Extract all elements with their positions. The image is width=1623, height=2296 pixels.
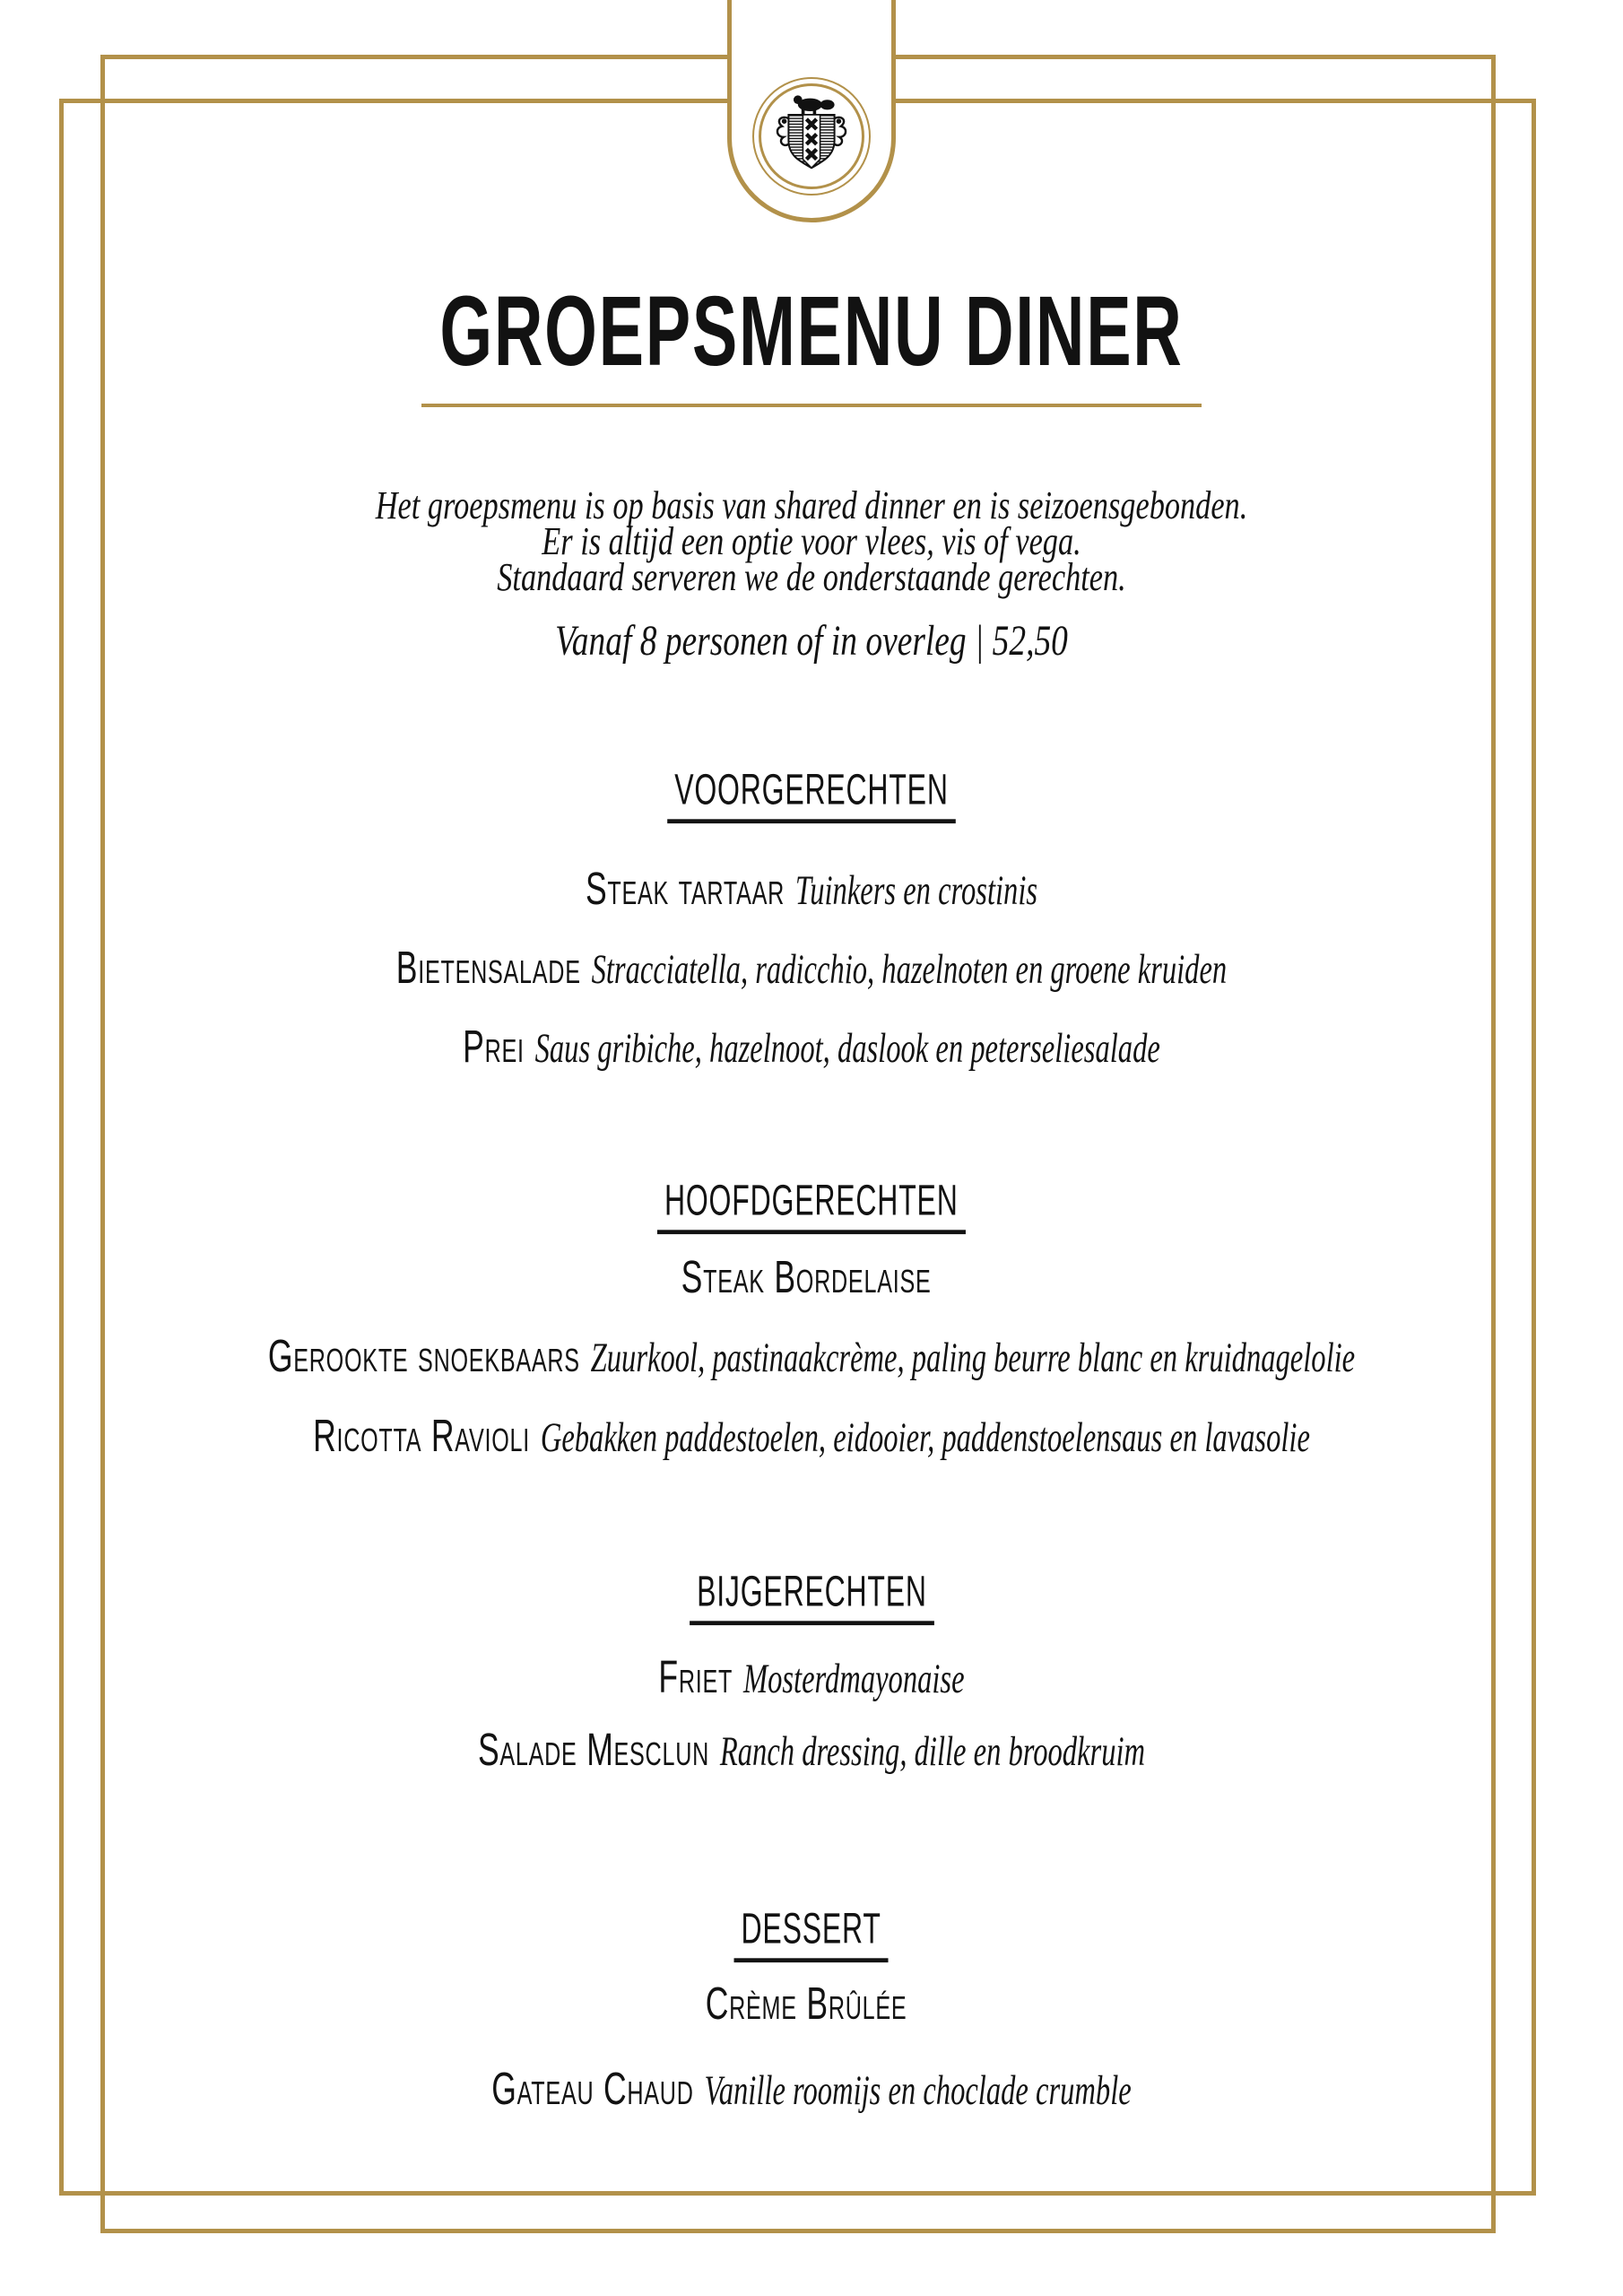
section-heading-label: VOORGERECHTEN — [667, 769, 956, 823]
intro-line: Er is altijd een optie voor vlees, vis of vega. — [542, 519, 1081, 563]
dish-name: Steak tartaar — [585, 864, 785, 915]
dish-name: Crème Brûlée — [705, 1979, 907, 2030]
section-heading — [0, 766, 1623, 819]
dish-description: Stracciatella, radicchio, hazelnoten en groene kruiden — [591, 945, 1228, 993]
availability-text: Vanaf 8 personen of in overleg | 52,50 — [555, 617, 1068, 665]
intro-text — [178, 483, 1445, 599]
intro-line: Standaard serveren we de onderstaande gerechten. — [497, 555, 1126, 599]
dish-description: Vanille roomijs en choclade crumble — [704, 2066, 1132, 2114]
dish-line — [211, 2065, 1411, 2115]
dish-name: Prei — [463, 1022, 525, 1073]
dish-line — [211, 1412, 1411, 1462]
dish-line — [211, 1979, 1411, 2029]
dish-line — [211, 1653, 1411, 1703]
dish-line — [211, 1253, 1411, 1302]
title-rule — [421, 404, 1202, 407]
dish-line — [211, 944, 1411, 994]
dish-line — [211, 1022, 1411, 1073]
section-items — [0, 866, 1623, 1072]
dish-name: Bietensalade — [395, 943, 581, 994]
dish-name: Salade Mesclun — [477, 1725, 710, 1776]
section-items — [0, 1981, 1623, 2114]
section-heading-label: HOOFDGERECHTEN — [657, 1179, 966, 1234]
menu-sections — [0, 766, 1623, 2115]
dish-name: Friet — [658, 1652, 733, 1703]
dish-description: Tuinkers en crostinis — [794, 866, 1038, 914]
section-heading — [0, 1568, 1623, 1621]
menu-title: GROEPSMENU DINER — [439, 276, 1184, 387]
section-heading — [0, 1177, 1623, 1230]
section-items — [0, 1252, 1623, 1462]
dish-description: Mosterdmayonaise — [742, 1655, 965, 1702]
intro-line: Het groepsmenu is op basis van shared dinner en is seizoensgebonden. — [375, 483, 1248, 527]
section-heading-label: DESSERT — [734, 1908, 889, 1962]
dish-description: Gebakken paddestoelen, eidooier, paddenstoelensaus en lavasolie — [540, 1413, 1310, 1461]
dish-description: Saus gribiche, hazelnoot, daslook en peterseliesalade — [534, 1024, 1160, 1072]
dish-description: Zuurkool, pastinaakcrème, paling beurre blanc en kruidnagelolie — [590, 1334, 1356, 1381]
dish-line — [211, 865, 1411, 915]
section-heading — [0, 1905, 1623, 1958]
dish-line — [211, 1726, 1411, 1776]
dish-name: Gateau Chaud — [491, 2064, 694, 2115]
dish-name: Steak Bordelaise — [681, 1252, 932, 1303]
dish-name: Ricotta Ravioli — [313, 1411, 530, 1462]
section-items — [0, 1652, 1623, 1776]
dish-name: Gerookte snoekbaars — [267, 1331, 580, 1382]
menu-section-dessert — [0, 1905, 1623, 2115]
menu-section-voorgerechten — [0, 766, 1623, 1073]
dish-description: Ranch dressing, dille en broodkruim — [719, 1727, 1146, 1775]
menu-section-bijgerechten — [0, 1568, 1623, 1776]
dish-line — [211, 1332, 1411, 1382]
section-heading-label: BIJGERECHTEN — [690, 1570, 934, 1625]
menu-section-hoofdgerechten — [0, 1177, 1623, 1462]
